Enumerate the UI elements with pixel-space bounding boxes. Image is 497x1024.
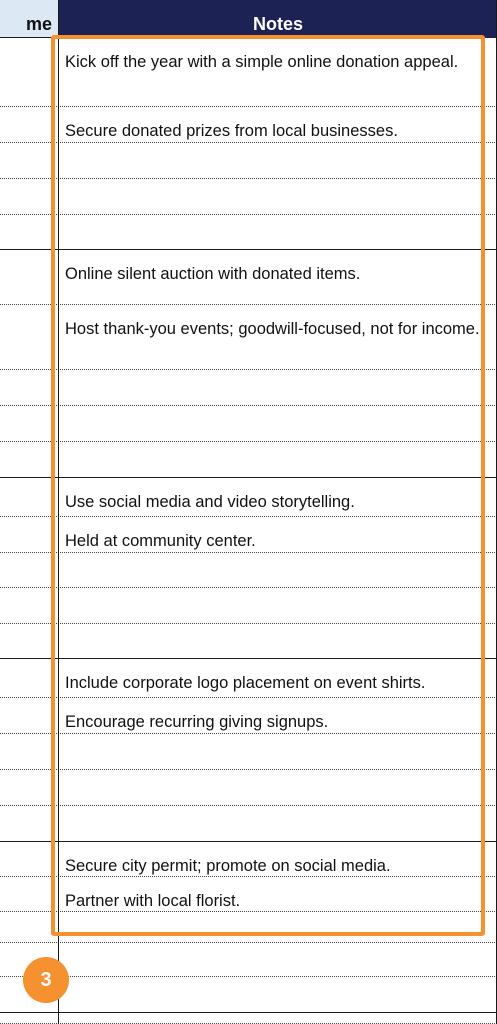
name-column-header[interactable] <box>0 0 58 38</box>
callout-badge: 3 <box>23 957 69 1003</box>
table-row <box>0 943 497 977</box>
name-column-header-label: me <box>25 14 52 34</box>
notes-column-header-label: Notes <box>252 14 303 34</box>
table-row <box>0 1013 497 1024</box>
notes-cell[interactable]: Kick off the year with a simple online donation appeal. <box>65 53 459 71</box>
notes-cell[interactable]: Encourage recurring giving signups. <box>65 713 329 731</box>
notes-cell[interactable]: Include corporate logo placement on event shirts. <box>65 674 426 692</box>
notes-cell[interactable]: Secure city permit; promote on social media. <box>65 857 391 875</box>
notes-cell[interactable]: Use social media and video storytelling. <box>65 493 355 511</box>
notes-cell[interactable]: Host thank-you events; goodwill-focused, not for income. <box>65 320 480 338</box>
notes-cell[interactable]: Secure donated prizes from local businesses. <box>65 122 398 140</box>
highlight-box <box>51 35 485 936</box>
notes-cell[interactable]: Held at community center. <box>65 532 256 550</box>
notes-column-header[interactable] <box>59 0 497 38</box>
notes-cell[interactable]: Partner with local florist. <box>65 892 241 910</box>
notes-cell[interactable]: Online silent auction with donated items. <box>65 265 361 283</box>
table-row <box>0 977 497 1013</box>
